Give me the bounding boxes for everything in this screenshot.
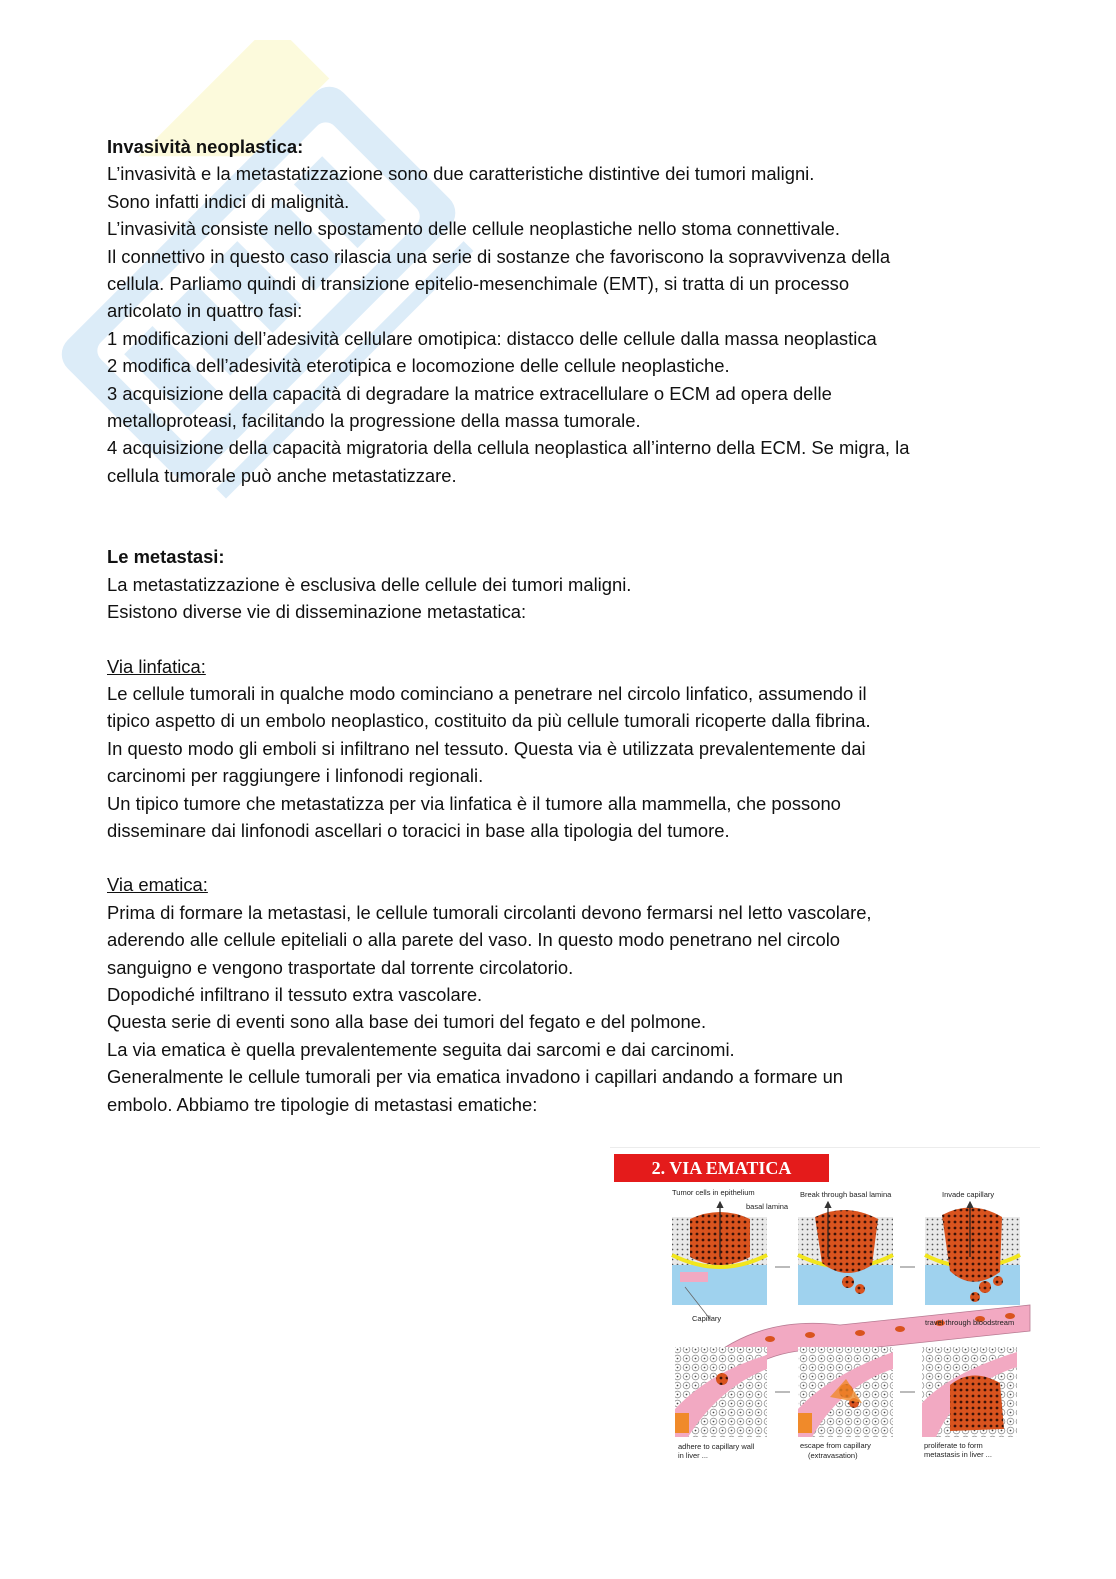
- text-line: Sono infatti indici di malignità.: [107, 190, 350, 212]
- label-capillary: Capillary: [692, 1314, 722, 1323]
- text-line: cellula tumorale può anche metastatizzare.: [107, 464, 457, 486]
- text-line: 3 acquisizione della capacità di degradare la matrice extracellulare o ECM ad opera delle: [107, 382, 832, 404]
- via-ematica-figure: [610, 1147, 1040, 1467]
- text-line: Un tipico tumore che metastatizza per via linfatica è il tumore alla mammella, che possono: [107, 792, 841, 814]
- text-line: Prima di formare la metastasi, le cellule tumorali circolanti devono fermarsi nel letto vascolare,: [107, 901, 872, 923]
- text-line: embolo. Abbiamo tre tipologie di metastasi ematiche:: [107, 1093, 538, 1115]
- text-line: 2 modifica dell’adesività eterotipica e locomozione delle cellule neoplastiche.: [107, 355, 730, 377]
- figure-title: 2. VIA EMATICA: [614, 1154, 829, 1182]
- text-line: Esistono diverse vie di disseminazione metastatica:: [107, 601, 527, 623]
- text-line: La metastatizzazione è esclusiva delle cellule dei tumori maligni.: [107, 573, 632, 595]
- document-body: [107, 133, 1007, 1118]
- text-line: metalloproteasi, facilitando la progressione della massa tumorale.: [107, 410, 641, 432]
- label-tumor-cells: Tumor cells in epithelium: [672, 1188, 755, 1197]
- label-escape-2: (extravasation): [808, 1451, 858, 1460]
- panel-tumor-in-epithelium: [672, 1202, 767, 1305]
- label-invade: Invade capillary: [942, 1190, 995, 1199]
- text-line: Le cellule tumorali in qualche modo cominciano a penetrare nel circolo linfatico, assumendo il: [107, 682, 867, 704]
- panel-escape-from-capillary: [798, 1347, 893, 1437]
- label-adhere-2: in liver ...: [678, 1451, 709, 1460]
- text-line: Il connettivo in questo caso rilascia una serie di sostanze che favoriscono la sopravvivenza della: [107, 245, 891, 267]
- panel-invade-capillary: [925, 1202, 1020, 1305]
- text-line: 4 acquisizione della capacità migratoria della cellula neoplastica all’interno della ECM. Se migra, la: [107, 437, 910, 459]
- text-line: disseminare dai linfonodi ascellari o toracici in base alla tipologia del tumore.: [107, 819, 730, 841]
- text-line: articolato in quattro fasi:: [107, 300, 303, 322]
- panel-break-through-basal-lamina: [798, 1202, 893, 1305]
- label-adhere-1: adhere to capillary wall: [678, 1442, 755, 1451]
- text-line: Generalmente le cellule tumorali per via ematica invadono i capillari andando a formare un: [107, 1066, 844, 1088]
- subheading-via-ematica: Via ematica:: [107, 874, 208, 896]
- text-line: In questo modo gli emboli si infiltrano nel tessuto. Questa via è utilizzata prevalentemente dai: [107, 737, 866, 759]
- text-line: 1 modificazioni dell’adesività cellulare omotipica: distacco delle cellule dalla massa neoplastica: [107, 327, 877, 349]
- text-line: carcinomi per raggiungere i linfonodi regionali.: [107, 765, 484, 787]
- label-travel: travel through bloodstream: [925, 1318, 1015, 1327]
- heading-invasivita: Invasività neoplastica:: [107, 136, 304, 157]
- label-break-through: Break through basal lamina: [800, 1190, 892, 1199]
- text-line: cellula. Parliamo quindi di transizione epitelio-mesenchimale (EMT), si tratta di un processo: [107, 273, 850, 295]
- text-line: L’invasività consiste nello spostamento delle cellule neoplastiche nello stoma connettivale.: [107, 218, 840, 240]
- label-basal-lamina: basal lamina: [746, 1202, 789, 1211]
- metastasis-diagram: [610, 1147, 1040, 1467]
- panel-adhere-capillary-wall: [675, 1347, 767, 1437]
- text-line: La via ematica è quella prevalentemente seguita dai sarcomi e dai carcinomi.: [107, 1038, 735, 1060]
- text-line: aderendo alle cellule epiteliali o alla parete del vaso. In questo modo penetrano nel circolo: [107, 929, 841, 951]
- text-line: tipico aspetto di un embolo neoplastico, costituito da più cellule tumorali ricoperte dalla fibrina.: [107, 710, 871, 732]
- text-line: sanguigno e vengono trasportate dal torrente circolatorio.: [107, 956, 574, 978]
- label-proliferate-2: metastasis in liver ...: [924, 1450, 992, 1459]
- panel-proliferate-metastasis: [922, 1347, 1017, 1437]
- heading-metastasi: Le metastasi:: [107, 546, 225, 568]
- label-proliferate-1: proliferate to form: [924, 1441, 983, 1450]
- text-line: Questa serie di eventi sono alla base dei tumori del fegato e del polmone.: [107, 1011, 707, 1033]
- text-line: L’invasività e la metastatizzazione sono due caratteristiche distintive dei tumori maligni.: [107, 163, 815, 185]
- label-escape-1: escape from capillary: [800, 1441, 871, 1450]
- text-line: Dopodiché infiltrano il tessuto extra vascolare.: [107, 983, 483, 1005]
- subheading-via-linfatica: Via linfatica:: [107, 655, 206, 677]
